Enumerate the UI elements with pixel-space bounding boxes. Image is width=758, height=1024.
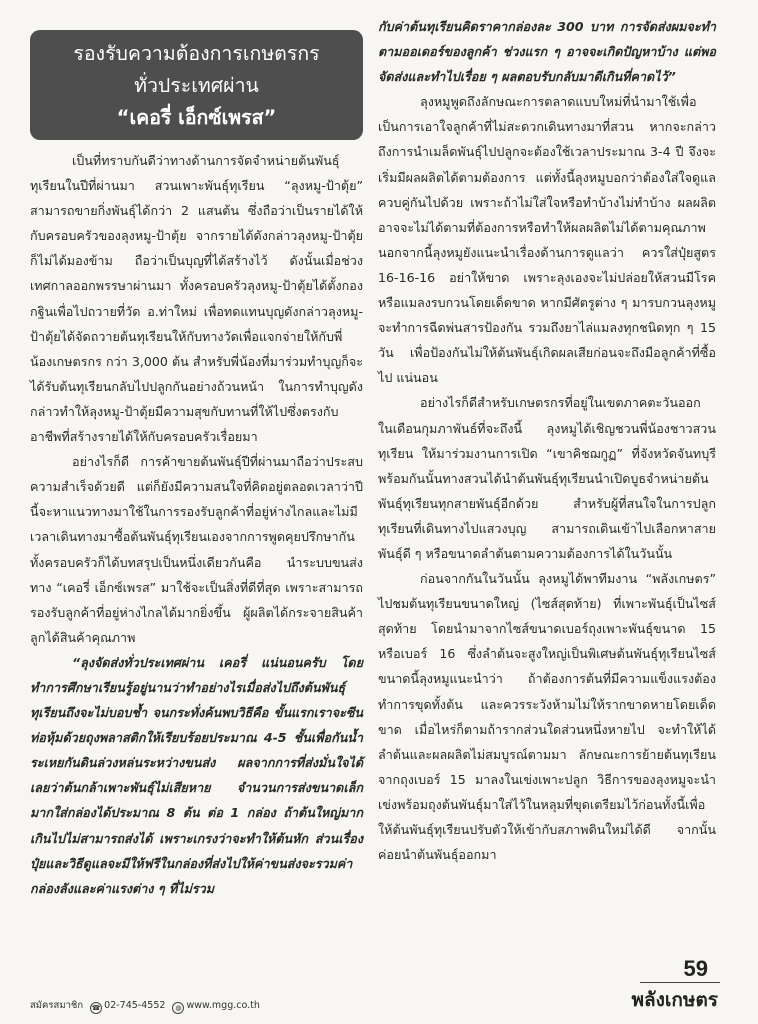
title-line-1: รองรับความต้องการเกษตรกร — [73, 42, 320, 65]
phone-icon: ☎ — [91, 1004, 101, 1012]
title-line-2: ทั่วประเทศผ่าน — [134, 74, 259, 97]
paragraph: อย่างไรก็ดี การค้าขายต้นพันธุ์ปีที่ผ่านมาถือว่าประสบความสำเร็จด้วยดี แต่ก็ยังมีความสนใจที่คิดอยู่ตลอดเวลาว่าปีนี้จะหาแนวทางมาใช้ในการรองรับลูกค้าที่อยู่ห่างไกลและไม่มีเวลาเดินทางมาซื้อต้นพันธุ์ทุเรียนเองจากการพูดคุยปรึกษากันทั้งครอบครัวก็ได้บทสรุปเป็นหนึ่งเดียวกันคือ นำระบบขนส่งทาง “เคอรี่ เอ็กซ์เพรส” มาใช้จะเป็นสิ่งที่ดีที่สุด เพราะสามารถรองรับลูกค้าที่อยู่ห่างไกลได้มากยิ่งขึ้น ผู้ผลิตได้กระจายสินค้า ลูกได้สินค้าคุณภาพ — [30, 454, 363, 645]
left-column — [30, 148, 363, 901]
paragraph: ลุงหมูพูดถึงลักษณะการตลาดแบบใหม่ที่นำมาใช้เพื่อเป็นการเอาใจลูกค้าที่ไม่สะดวกเดินทางมาที่สวน หากจะกล่าวถึงการนำเมล็ดพันธุ์ไปปลูกจะต้องใช้เวลาประมาณ 3-4 ปี จึงจะเริ่มมีผลผลิตได้ตามต้องการ แต่ทั้งนี้ลุงหมูบอกว่าต้องใส่ใจดูแลควบคู่กันไปด้วย เพราะถ้าไม่ใส่ใจหรือทำบ้างไม่ทำบ้าง ผลผลิตอาจจะไม่ได้ตามที่ต้องการหรือทำให้ผลผลิตไม่ได้ตามคุณภาพ นอกจากนี้ลุงหมูยังแนะนำเรื่องด้านการดูแลว่า ควรใส่ปุ๋ยสูตร 16-16-16 อย่าให้ขาด เพราะลุงเองจะไม่ปล่อยให้สวนมีโรคหรือแมลงรบกวนโดยเด็ดขาด หากมีศัตรูต่าง ๆ มารบกวนลุงหมูจะทำการฉีดพ่นสารป้องกัน รวมถึงยาไล่แมลงทุกชนิดทุก ๆ 15 วัน เพื่อป้องกันไม่ให้ต้นพันธุ์เกิดผลเสียก่อนจะถึงมือลูกค้าที่ซื้อไป แน่นอน — [378, 94, 716, 386]
quote-paragraph: กับค่าต้นทุเรียนคิดราคากล่องละ 300 บาท การจัดส่งผมจะทำตามออเดอร์ของลูกค้า ช่วงแรก ๆ อาจจะเกิดปัญหาบ้าง แต่พอจัดส่งและทำไปเรื่อย ๆ ผลตอบรับกลับมาดีเกินที่คาดไว้” — [378, 19, 716, 85]
article-title-box — [30, 30, 363, 140]
footer — [30, 998, 260, 1014]
website-link[interactable]: www.mgg.co.th — [186, 1000, 260, 1011]
right-column — [378, 14, 716, 867]
magazine-name: พลังเกษตร — [631, 989, 718, 1011]
quote-paragraph: “ลุงจัดส่งทั่วประเทศผ่าน เคอรี่ แน่นอนครับ โดยทำการศึกษาเรียนรู้อยู่นานว่าทำอย่างไรเมื่อส่งไปถึงต้นพันธุ์ทุเรียนถึงจะไม่บอบช้ำ จนกระทั่งค้นพบวิธีคือ ขั้นแรกเราจะซีนท่อหุ้มด้วยถุงพลาสติกให้เรียบร้อยประมาณ 4-5 ชั้นเพื่อกันน้ำระเหยกันดินล่วงหล่นระหว่างขนส่ง ผลจากการที่ส่งมั่นใจได้เลยว่าต้นกล้าเพาะพันธุ์ไม่เสียหาย จำนวนการส่งขนาดเล็กมากใส่กล่องได้ประมาณ 8 ต้น ต่อ 1 กล่อง ถ้าต้นใหญ่มากเกินไปไม่สามารถส่งได้ เพราะเกรงว่าจะทำให้ต้นหัก ส่วนเรื่องปุ๋ยและวิธีดูแลจะมีให้ฟรีในกล่องที่ส่งไปให้ค่าขนส่งจะรวมค่ากล่องลังและค่าแรงต่าง ๆ ที่ไม่รวม — [30, 654, 363, 896]
paragraph: เป็นที่ทราบกันดีว่าทางด้านการจัดจำหน่ายต้นพันธุ์ทุเรียนในปีที่ผ่านมา สวนเพาะพันธุ์ทุเรียน “ลุงหมู-ป้าตุ้ย” สามารถขายกิ่งพันธุ์ได้กว่า 2 แสนต้น ซึ่งถือว่าเป็นรายได้ให้กับครอบครัวของลุงหมู-ป้าตุ้ย จากรายได้ดังกล่าวลุงหมู-ป้าตุ้ยก็ไม่ได้มองข้าม ถือว่าเป็นบุญที่ได้สร้างไว้ ดังนั้นเมื่อช่วงเทศกาลออกพรรษาผ่านมา ทั้งครอบครัวลุงหมู-ป้าตุ้ยได้ตั้งกองกฐินเพื่อไปถวายที่วัด อ.ท่าใหม่ เพื่อทดแทนบุญดังกล่าวลุงหมู-ป้าตุ้ยได้จัดถวายต้นทุเรียนให้กับทางวัดเพื่อแจกจ่ายให้กับพี่น้องเกษตรกร กว่า 3,000 ต้น สำหรับพี่น้องที่มาร่วมทำบุญก็จะได้รับต้นทุเรียนกลับไปปลูกกันอย่างถ้วนหน้า ในการทำบุญดังกล่าวทำให้ลุงหมู-ป้าตุ้ยมีความสุขกับทานที่ให้ไปซึ่งตรงกับอาชีพที่สร้างรายได้ให้กับครอบครัวเรื่อยมา — [30, 153, 363, 445]
page-number: 59 — [683, 956, 708, 981]
globe-icon: ◍ — [172, 1002, 184, 1014]
page-number-rule — [640, 982, 720, 983]
title-line-3: “เคอรี่ เอ็กซ์เพรส” — [116, 106, 277, 129]
paragraph: อย่างไรก็ดีสำหรับเกษตรกรที่อยู่ในเขตภาคตะวันออก ในเดือนกุมภาพันธ์ที่จะถึงนี้ ลุงหมูได้เชิญชวนพี่น้องชาวสวนทุเรียน ให้มาร่วมงานการเปิด “เขาคิชฌกูฏ” ที่จังหวัดจันทบุรี พร้อมกันนั้นทางสวนได้นำต้นพันธุ์ทุเรียนนำเปิดบูธจำหน่ายต้นพันธุ์ทุเรียนทุกสายพันธุ์อีกด้วย สำหรับผู้ที่สนใจในการปลูกทุเรียนที่เดินทางไปแสวงบุญ สามารถเดินเข้าไปเลือกหาสายพันธุ์ดี ๆ หรือขนาดลำต้นตามความต้องการได้ในวันนั้น — [378, 395, 716, 561]
phone-number: 02-745-4552 — [104, 1000, 166, 1011]
paragraph: ก่อนจากกันในวันนั้น ลุงหมูได้พาทีมงาน “พลังเกษตร” ไปชมต้นทุเรียนขนาดใหญ่ (ไซส์สุดท้าย) ที่เพาะพันธุ์เป็นไซส์สุดท้าย โดยนำมาจากไซส์ขนาดเบอร์ถุงเพาะพันธุ์ขนาด 15 หรือเบอร์ 16 ซึ่งลำต้นจะสูงใหญ่เป็นพิเศษต้นพันธุ์ทุเรียนไซส์ขนาดนี้ลุงหมูแนะนำว่า ถ้าต้องการต้นที่มีความแข็งแรงต้องทำการขุดทั้งต้น และควรระวังห้ามไม่ให้รากขาดหายโดยเด็ดขาด เมื่อไหร่ก็ตามถ้ารากส่วนใดส่วนหนึ่งหายไป จะทำให้ได้ลำต้นและผลผลิตไม่สมบูรณ์ตามมา ลักษณะการย้ายต้นทุเรียนจากถุงเบอร์ 15 มาลงในเข่งเพาะปลูก วิธีการของลุงหมูจะนำเข่งพร้อมถุงต้นพันธุ์มาใส่ไว้ในหลุมที่ขุดเตรียมไว้ก่อนทั้งนี้เพื่อให้ต้นพันธุ์ทุเรียนปรับตัวให้เข้ากับสภาพดินใหม่ได้ดี จากนั้นค่อยนำต้นพันธุ์ออกมา — [378, 571, 716, 863]
member-label: สมัครสมาชิก — [30, 1000, 84, 1011]
